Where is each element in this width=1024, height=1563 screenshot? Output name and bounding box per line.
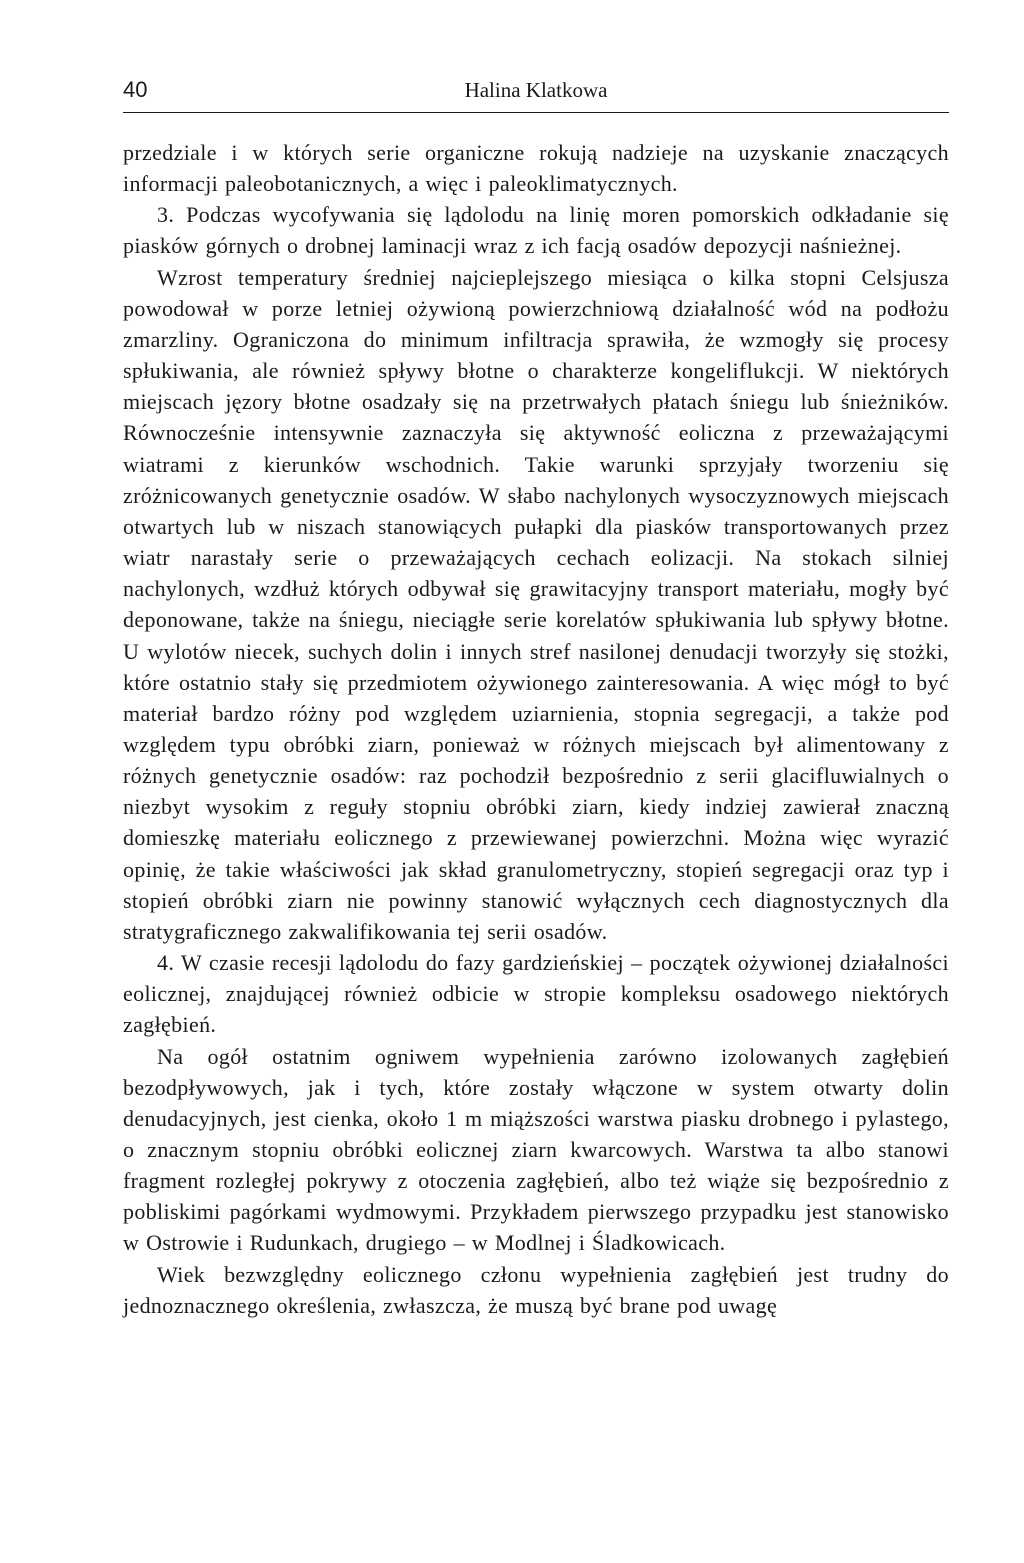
paragraph-temperature: Wzrost temperatury średniej najcieplejszego miesiąca o kilka stopni Celsjusza powodował w porze letniej ożywioną powierzchniową działalność wód na podłożu zmarzliny. Ograniczona do minimum infiltracja sprawiła, że wzmogły się procesy spłukiwania, ale również spływy błotne o charakterze kongeliflukcji. W niektórych miejscach jęzory błotne osadzały się na przetrwałych płatach śniegu lub śnieżników. Równocześnie intensywnie zaznaczyła się aktywność eoliczna z przeważającymi wiatrami z kierunków wschodnich. Takie warunki sprzyjały tworzeniu się zróżnicowanych genetycznie osadów. W słabo nachylonych wysoczyznowych miejscach otwartych lub w niszach stanowiących pułapki dla piasków transportowanych przez wiatr narastały serie o przeważających cechach eolizacji. Na stokach silniej nachylonych, wzdłuż których odbywał się grawitacyjny transport materiału, mogły być deponowane, także na śniegu, nieciągłe serie korelatów spłukiwania lub spływy błotne. U wylotów niecek, suchych dolin i innych stref nasilonej denudacji tworzyły się stożki, które ostatnio stały się przedmiotem ożywionego zainteresowania. A więc mógł to być materiał bardzo różny pod względem uziarnienia, stopnia segregacji, a także pod względem typu obróbki ziarn, ponieważ w różnych miejscach był alimentowany z różnych genetycznie osadów: raz pochodził bezpośrednio z serii glacifluwialnych o niezbyt wysokim z reguły stopniu obróbki ziarn, kiedy indziej zawierał znaczną domieszkę materiału eolicznego z przewiewanej powierzchni. Można więc wyrazić opinię, że takie właściwości jak skład granulometryczny, stopień segregacji oraz typ i stopień obróbki ziarn nie powinny stanowić wyłącznych cech diagnostycznych dla stratygraficznego zakwalifikowania tej serii osadów.	[123, 264, 949, 944]
running-head	[123, 72, 949, 113]
page-number: 40	[123, 77, 148, 102]
body-text	[123, 137, 949, 1321]
page	[123, 72, 949, 1321]
paragraph-point-4: 4. W czasie recesji lądolodu do fazy gardzieńskiej – początek ożywionej działalności eolicznej, znajdującej również odbicie w stropie kompleksu osadowego niektórych zagłębień.	[123, 950, 949, 1038]
running-head-author: Halina Klatkowa	[464, 78, 608, 102]
paragraph-continuation: przedziale i w których serie organiczne rokują nadzieje na uzyskanie znaczących informacji paleobotanicznych, a więc i paleoklimatycznych.	[123, 140, 949, 197]
paragraph-absolute-age: Wiek bezwzględny eolicznego członu wypełnienia zagłębień jest trudny do jednoznacznego określenia, zwłaszcza, że muszą być brane pod uwagę	[123, 1261, 949, 1318]
paragraph-last-member: Na ogół ostatnim ogniwem wypełnienia zarówno izolowanych zagłębień bezodpływowych, jak i tych, które zostały włączone w system otwarty dolin denudacyjnych, jest cienka, około 1 m miąższości warstwa piasku drobnego i pylastego, o znacznym stopniu obróbki eolicznej ziarn kwarcowych. Warstwa ta albo stanowi fragment rozległej pokrywy z otoczenia zagłębień, albo też wiąże się bezpośrednio z pobliskimi pagórkami wydmowymi. Przykładem pierwszego przypadku jest stanowisko w Ostrowie i Rudunkach, drugiego – w Modlnej i Śladkowicach.	[123, 1043, 949, 1256]
paragraph-point-3: 3. Podczas wycofywania się lądolodu na linię moren pomorskich odkładanie się piasków górnych o drobnej laminacji wraz z ich facją osadów depozycji naśnieżnej.	[123, 202, 949, 259]
